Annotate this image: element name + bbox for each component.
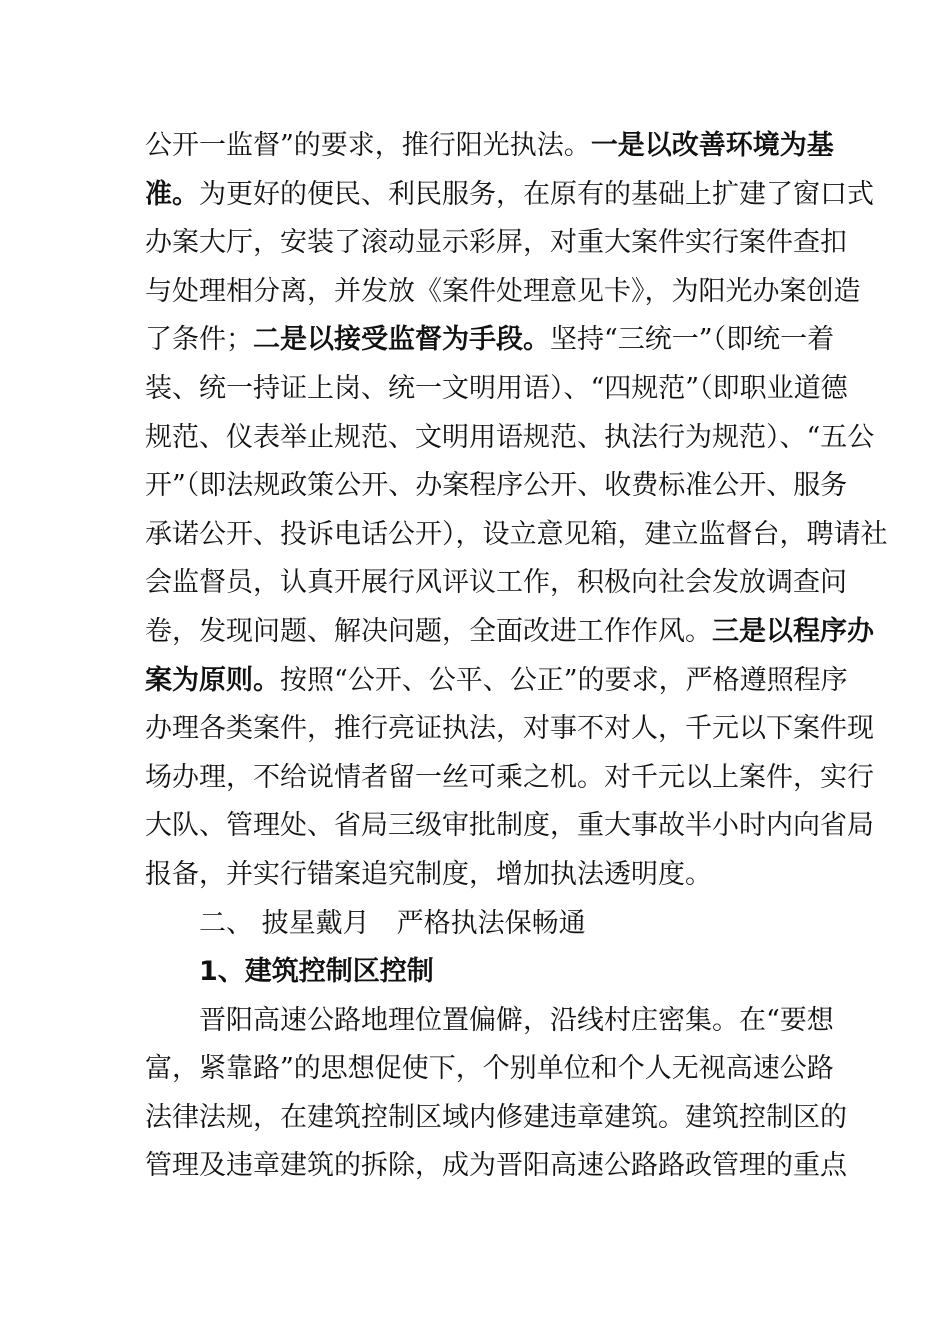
text-line: 了条件；二是以接受监督为手段。坚持“三统一”（即统一着 xyxy=(145,324,835,356)
text-line: 办案大厅，安装了滚动显示彩屏，对重大案件实行案件查扣 xyxy=(145,227,847,259)
text-line: 报备，并实行错案追究制度，增加执法透明度。 xyxy=(145,858,712,890)
section-heading: 二、 披星戴月 严格执法保畅通 xyxy=(199,907,586,939)
text-line: 大队、管理处、省局三级审批制度，重大事故半小时内向省局 xyxy=(145,810,874,842)
text-line: 卷，发现问题、解决问题，全面改进工作作风。三是以程序办 xyxy=(145,615,874,647)
text-line: 与处理相分离，并发放《案件处理意见卡》，为阳光办案创造 xyxy=(145,275,861,307)
text-line: 会监督员，认真开展行风评议工作，积极向社会发放调查问 xyxy=(145,567,847,599)
bold-phrase: 准。 xyxy=(145,178,199,210)
text-line: 承诺公开、投诉电话公开），设立意见箱，建立监督台，聘请社 xyxy=(145,518,888,550)
text-line: 办理各类案件，推行亮证执法，对事不对人，千元以下案件现 xyxy=(145,713,874,745)
text-line: 管理及违章建筑的拆除，成为晋阳高速公路路政管理的重点 xyxy=(145,1150,847,1182)
text-line: 公开一监督”的要求，推行阳光执法。一是以改善环境为基 xyxy=(145,130,834,161)
text-line: 规范、仪表举止规范、文明用语规范、执法行为规范）、“五公 xyxy=(145,421,875,453)
bold-phrase: 三是以程序办 xyxy=(712,615,874,647)
text-line: 开”（即法规政策公开、办案程序公开、收费标准公开、服务 xyxy=(145,470,848,502)
text-line: 装、统一持证上岗、统一文明用语）、“四规范”（即职业道德 xyxy=(145,372,848,404)
document-page xyxy=(145,122,888,1191)
subsection-heading: 1、建筑控制区控制 xyxy=(199,956,434,988)
text-line: 晋阳高速公路地理位置偏僻，沿线村庄密集。在“要想 xyxy=(199,1004,834,1036)
bold-phrase: 一是以改善环境为基 xyxy=(590,130,834,161)
text-line: 法律法规，在建筑控制区域内修建违章建筑。建筑控制区的 xyxy=(145,1101,847,1133)
text-line: 准。为更好的便民、利民服务，在原有的基础上扩建了窗口式 xyxy=(145,178,874,210)
bold-phrase: 案为原则。 xyxy=(145,664,280,696)
text-line: 案为原则。按照“公开、公平、公正”的要求，严格遵照程序 xyxy=(145,664,848,696)
bold-phrase: 二是以接受监督为手段。 xyxy=(253,324,550,356)
text-line: 富，紧靠路”的思想促使下，个别单位和个人无视高速公路 xyxy=(145,1053,834,1085)
text-line: 场办理，不给说情者留一丝可乘之机。对千元以上案件，实行 xyxy=(145,761,874,793)
